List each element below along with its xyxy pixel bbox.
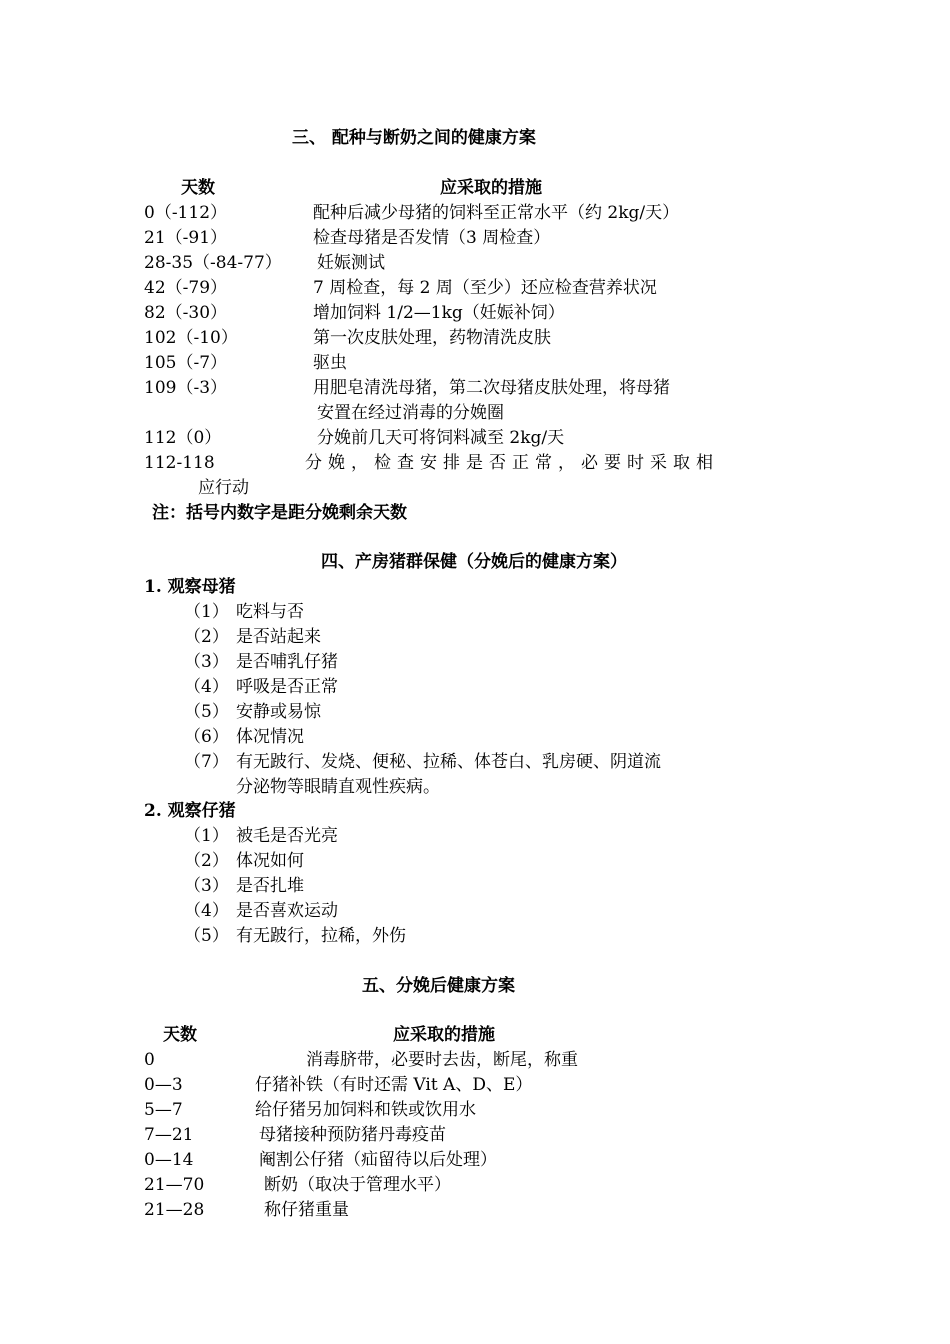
g1-num-5: （5） (184, 702, 229, 722)
g1-text-7-cont: 分泌物等眼睛直观性疾病。 (236, 777, 440, 797)
s3-action-4: 增加饲料 1/2—1kg（妊娠补饲） (313, 303, 565, 323)
section5-title: 五、分娩后健康方案 (362, 976, 515, 996)
g1-num-7: （7） (184, 752, 229, 772)
s3-action-3: 7 周检查，每 2 周（至少）还应检查营养状况 (313, 278, 657, 298)
s3-day-6: 105（-7） (144, 353, 228, 373)
s3-day-5: 102（-10） (144, 328, 238, 348)
g1-num-4: （4） (184, 677, 229, 697)
section5-header-action: 应采取的措施 (393, 1025, 495, 1045)
s3-action-0: 配种后减少母猪的饲料至正常水平（约 2kg/天） (313, 203, 680, 223)
g1-text-3: 是否哺乳仔猪 (236, 652, 338, 672)
s5-action-3: 母猪接种预防猪丹毒疫苗 (259, 1125, 446, 1145)
s5-action-4: 阉割公仔猪（疝留待以后处理） (259, 1150, 497, 1170)
s5-day-2: 5—7 (144, 1100, 183, 1120)
s3-action-7-cont: 安置在经过消毒的分娩圈 (317, 403, 504, 423)
section3-header-days: 天数 (181, 178, 215, 198)
g1-text-5: 安静或易惊 (236, 702, 321, 722)
g2-text-3: 是否扎堆 (236, 876, 304, 896)
section3-title: 三、 配种与断奶之间的健康方案 (292, 128, 536, 148)
g1-num-1: （1） (184, 602, 229, 622)
s5-day-6: 21—28 (144, 1200, 205, 1220)
g2-text-4: 是否喜欢运动 (236, 901, 338, 921)
s5-day-0: 0 (144, 1050, 155, 1070)
g1-num-2: （2） (184, 627, 229, 647)
s5-day-1: 0—3 (144, 1075, 183, 1095)
section3-note: 注：括号内数字是距分娩剩余天数 (152, 503, 407, 523)
g1-text-2: 是否站起来 (236, 627, 321, 647)
g2-num-1: （1） (184, 826, 229, 846)
s3-day-2: 28-35（-84-77） (144, 253, 282, 273)
section3-header-action: 应采取的措施 (440, 178, 542, 198)
g2-num-5: （5） (184, 926, 229, 946)
s3-day-0: 0（-112） (144, 203, 228, 223)
group2-heading: 2. 观察仔猪 (144, 801, 236, 821)
s5-day-5: 21—70 (144, 1175, 205, 1195)
g2-num-3: （3） (184, 876, 229, 896)
s5-action-0: 消毒脐带，必要时去齿，断尾，称重 (306, 1050, 578, 1070)
s3-day-9: 112-118 (144, 453, 215, 473)
s3-action-2: 妊娠测试 (317, 253, 385, 273)
s3-action-6: 驱虫 (313, 353, 347, 373)
s5-action-6: 称仔猪重量 (264, 1200, 349, 1220)
g2-num-4: （4） (184, 901, 229, 921)
s3-action-8: 分娩前几天可将饲料减至 2kg/天 (317, 428, 565, 448)
s3-action-9-cont: 应行动 (198, 478, 249, 498)
s5-action-2: 给仔猪另加饲料和铁或饮用水 (255, 1100, 476, 1120)
s3-day-3: 42（-79） (144, 278, 228, 298)
g2-text-1: 被毛是否光亮 (236, 826, 338, 846)
s5-action-1: 仔猪补铁（有时还需 Vit A、D、E） (255, 1075, 533, 1095)
s5-day-3: 7—21 (144, 1125, 194, 1145)
s3-day-4: 82（-30） (144, 303, 228, 323)
s5-day-4: 0—14 (144, 1150, 194, 1170)
g1-text-4: 呼吸是否正常 (236, 677, 338, 697)
s3-action-1: 检查母猪是否发情（3 周检查） (313, 228, 551, 248)
s5-action-5: 断奶（取决于管理水平） (264, 1175, 451, 1195)
section5-header-days: 天数 (163, 1025, 197, 1045)
g1-text-7: 有无跛行、发烧、便秘、拉稀、体苍白、乳房硬、阴道流 (236, 752, 661, 772)
s3-day-7: 109（-3） (144, 378, 228, 398)
s3-action-9: 分娩，检查安排是否正常，必要时采取相 (305, 453, 719, 473)
g1-text-6: 体况情况 (236, 727, 304, 747)
s3-action-7: 用肥皂清洗母猪，第二次母猪皮肤处理，将母猪 (313, 378, 670, 398)
section4-title: 四、产房猪群保健（分娩后的健康方案） (321, 552, 627, 572)
s3-day-8: 112（0） (144, 428, 222, 448)
g1-text-1: 吃料与否 (236, 602, 304, 622)
s3-day-1: 21（-91） (144, 228, 228, 248)
g2-text-2: 体况如何 (236, 851, 304, 871)
g1-num-6: （6） (184, 727, 229, 747)
group1-heading: 1. 观察母猪 (144, 577, 236, 597)
s3-action-5: 第一次皮肤处理，药物清洗皮肤 (313, 328, 551, 348)
g2-text-5: 有无跛行，拉稀，外伤 (236, 926, 406, 946)
g1-num-3: （3） (184, 652, 229, 672)
g2-num-2: （2） (184, 851, 229, 871)
